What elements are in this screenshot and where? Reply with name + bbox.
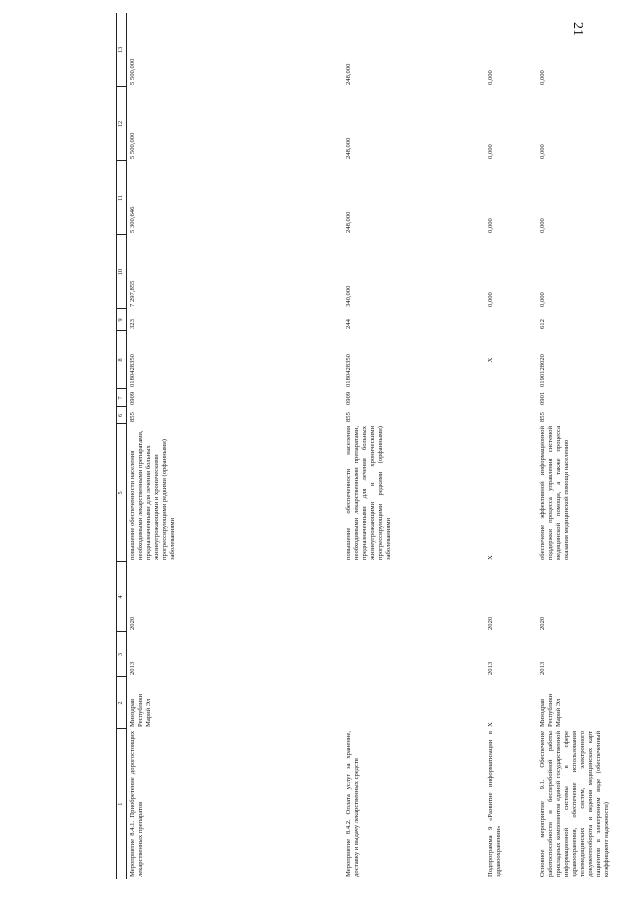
table-row [537,13,639,879]
column-header: 8 [117,331,127,389]
executor [343,677,485,729]
expected-result: повышение обеспеченности населения необходимыми лекарственными препаратами, предназначенными для лечения больных жизнеугрожающими и хроническими прогрессирующими редкими (орфанными) заболеваниями [129,430,177,560]
start-year: 2013 [129,661,136,675]
amount: 0,000 [539,292,546,307]
amount: 248,000 [345,63,352,85]
csr-code: 0180428350 [345,354,352,387]
amount: 248,000 [345,211,352,233]
amount: 0,000 [539,144,546,159]
column-header: 5 [117,424,127,562]
vr-code: 244 [345,319,352,329]
column-header: 7 [117,389,127,407]
column-header: 13 [117,13,127,87]
column-header: 9 [117,309,127,331]
end-year: 2020 [487,616,494,630]
amount: 0,000 [487,218,494,233]
amount: 0,000 [539,70,546,85]
end-year: 2020 [129,616,136,630]
amount: 7 297,855 [129,280,136,307]
end-year: 2020 [539,616,546,630]
csr-code: 0190128020 [539,354,546,387]
vr-code [485,309,537,331]
amount: 0,000 [487,144,494,159]
grbs-code: 855 [129,412,136,422]
rotated-table-container [116,13,639,879]
measure-name: Подпрограмма 9 «Развитие информатизации в здравоохранении» [487,731,503,877]
amount: 5 500,000 [129,132,136,159]
vr-code: 323 [129,319,136,329]
end-year [343,562,485,632]
executor: Минздрав Республики Марий Эл [129,693,153,727]
vr-code: 612 [539,319,546,329]
amount: 248,000 [345,137,352,159]
csr-code: 0180428350 [129,354,136,387]
executor: Минздрав Республики Марий Эл [539,693,563,727]
rzpr-code: 0901 [539,391,546,405]
expected-result: обеспечение эффективной информационной поддержки процесса управления системой медицинской помощи, а также процесса оказания медицинской помощи населению [539,426,571,560]
table-row [485,13,537,879]
amount: 5 500,000 [129,58,136,85]
grbs-code: 855 [345,412,352,422]
column-header: 6 [117,407,127,424]
grbs-code: 855 [539,412,546,422]
executor: Х [487,722,494,727]
expected-result: Х [487,555,494,560]
column-header: 1 [117,729,127,879]
column-header: 3 [117,632,127,677]
budget-table [116,13,639,879]
table-row [343,13,485,879]
expected-result: повышение обеспеченности населения необходимыми лекарственными препаратами, предназначенными для лечения больных жизнеугрожающими и хроническими прогрессирующими редкими (орфанными) заболеваниями [345,426,393,560]
header-row [117,13,127,879]
amount: 0,000 [539,218,546,233]
rzpr-code [485,389,537,407]
rzpr-code: 0909 [129,391,136,405]
measure-name: Мероприятие 8.4.1. Приобретение дорогостоящих лекарственных препаратов [129,731,145,877]
measure-name: Мероприятие 8.4.2. Оплата услуг за хранение, доставку и выдачу лекарственных средств [345,731,361,877]
csr-code: Х [487,357,494,363]
column-header: 2 [117,677,127,729]
amount: 340,000 [345,285,352,307]
grbs-code [485,407,537,424]
column-header: 12 [117,87,127,161]
measure-name: Основное мероприятие 9.1. Обеспечение работоспособности и бесперебойной работы прикладных компонентов единой государственной информационной системы в сфере здравоохранения, обеспечение использования телемедицинских систем, электронного документооборота и ведения медицинских карт пациентов в электронном виде (обеспеченный коэффициент надежности) [539,731,611,877]
column-header: 4 [117,562,127,632]
start-year: 2013 [487,661,494,675]
amount: 0,000 [487,70,494,85]
amount: 5 300,646 [129,206,136,233]
amount: 0,000 [487,292,494,307]
table-row [127,13,344,879]
start-year [343,632,485,677]
rzpr-code: 0909 [345,391,352,405]
start-year: 2013 [539,661,546,675]
page-number: 21 [570,22,585,36]
column-header: 11 [117,161,127,235]
column-header: 10 [117,235,127,309]
